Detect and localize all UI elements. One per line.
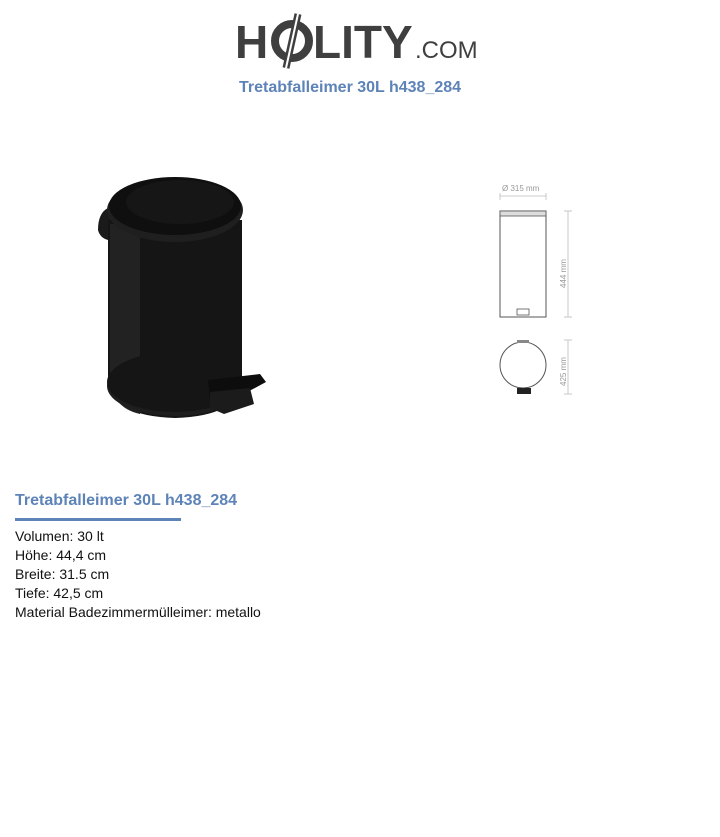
spec-width: Breite: 31.5 cm — [15, 566, 110, 582]
spec-material: Material Badezimmermülleimer: metallo — [15, 604, 261, 620]
spec-height: Höhe: 44,4 cm — [15, 547, 107, 563]
spec-volume: Volumen: 30 lt — [15, 528, 104, 544]
technical-drawing — [490, 178, 600, 408]
section-title: Tretabfalleimer 30L h438_284 — [15, 492, 238, 509]
site-logo[interactable] — [0, 8, 720, 72]
height-label: 444 mm — [559, 259, 568, 288]
page-title: Tretabfalleimer 30L h438_284 — [238, 79, 462, 96]
svg-text:H: H — [235, 16, 269, 68]
product-photo — [90, 168, 280, 433]
depth-label: 425 mm — [559, 357, 568, 386]
spec-depth: Tiefe: 42,5 cm — [15, 585, 104, 601]
svg-text:LITY: LITY — [313, 16, 413, 68]
section-divider — [15, 518, 181, 521]
holity-logo-icon — [235, 8, 485, 72]
diameter-label: Ø 315 mm — [502, 184, 540, 193]
logo-o-mark — [275, 14, 309, 68]
spec-list — [15, 527, 261, 622]
svg-text:.COM: .COM — [415, 37, 478, 64]
